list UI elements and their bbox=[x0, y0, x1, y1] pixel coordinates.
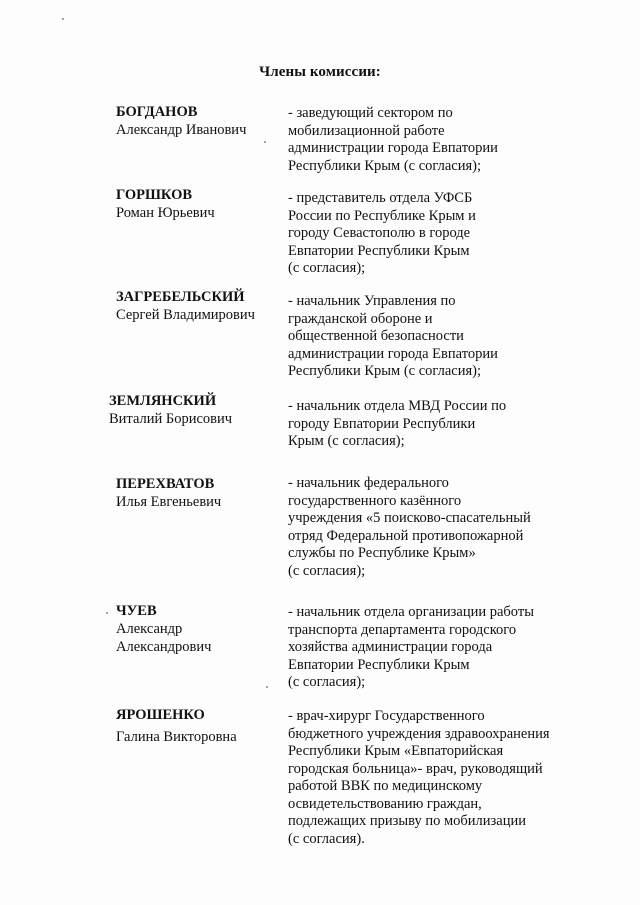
role-line: - начальник отдела МВД России по bbox=[288, 398, 507, 414]
role-line: Евпатории Республики Крым bbox=[288, 242, 470, 259]
member-surname: ЧУЕВ bbox=[116, 603, 157, 619]
role-line: транспорта департамента городского bbox=[288, 621, 517, 638]
role-line: мобилизационной работе bbox=[288, 122, 445, 139]
role-line: - начальник Управления по bbox=[288, 293, 456, 309]
member-surname: ГОРШКОВ bbox=[116, 187, 193, 203]
role-line: городская больница»- врач, руководящий bbox=[288, 760, 543, 777]
role-line: службы по Республике Крым» bbox=[288, 545, 476, 561]
role-line: Крым (с согласия); bbox=[288, 433, 405, 449]
role-line: отряд Федеральной противопожарной bbox=[288, 527, 524, 544]
role-line: Республики Крым «Евпаторийская bbox=[288, 743, 504, 759]
member-surname: ЯРОШЕНКО bbox=[116, 707, 205, 723]
role-line: - начальник отдела организации работы bbox=[288, 604, 534, 620]
role-line: администрации города Евпатории bbox=[288, 140, 498, 156]
member-given-name: Александр bbox=[116, 621, 183, 637]
role-line: Республики Крым (с согласия); bbox=[288, 363, 482, 379]
member-name bbox=[116, 706, 286, 746]
role-line: освидетельствованию граждан, bbox=[288, 795, 482, 812]
member-given-name: Илья Евгеньевич bbox=[116, 494, 222, 510]
member-role bbox=[288, 398, 578, 451]
role-line: - заведующий сектором по bbox=[288, 105, 453, 121]
member-surname: ЗАГРЕБЕЛЬСКИЙ bbox=[116, 289, 245, 305]
member-given-name: Роман Юрьевич bbox=[116, 205, 215, 221]
role-line: работой ВВК по медицинскому bbox=[288, 778, 483, 794]
member-role bbox=[288, 708, 578, 848]
role-line: России по Республике Крым и bbox=[288, 207, 476, 224]
member-name bbox=[116, 288, 286, 324]
role-line: (с согласия); bbox=[288, 674, 366, 690]
role-line: - начальник федерального bbox=[288, 475, 449, 491]
role-line: бюджетного учреждения здравоохранения bbox=[288, 725, 550, 742]
role-line: (с согласия); bbox=[288, 562, 366, 579]
role-line: учреждения «5 поисково-спасательный bbox=[288, 510, 531, 526]
role-line: городу Севастополю в городе bbox=[288, 225, 471, 241]
member-name bbox=[116, 602, 286, 656]
role-line: хозяйства администрации города bbox=[288, 639, 493, 655]
member-role bbox=[288, 475, 578, 580]
role-line: (с согласия). bbox=[288, 830, 365, 847]
member-name bbox=[116, 475, 286, 511]
member-given-name: Александр Иванович bbox=[116, 122, 247, 138]
member-given-name: Галина Викторовна bbox=[116, 729, 237, 745]
member-surname: ЗЕМЛЯНСКИЙ bbox=[109, 393, 217, 409]
member-surname: БОГДАНОВ bbox=[116, 104, 198, 120]
scan-speck bbox=[62, 18, 64, 20]
role-line: гражданской обороне и bbox=[288, 310, 433, 327]
scan-speck bbox=[266, 686, 268, 688]
member-role bbox=[288, 604, 578, 692]
section-heading: Члены комиссии: bbox=[259, 64, 381, 80]
role-line: подлежащих призыву по мобилизации bbox=[288, 813, 526, 829]
role-line: (с согласия); bbox=[288, 260, 366, 276]
member-given-name: Виталий Борисович bbox=[109, 411, 233, 427]
member-role bbox=[288, 190, 578, 278]
scan-speck bbox=[264, 141, 266, 143]
role-line: общественной безопасности bbox=[288, 328, 464, 344]
member-role bbox=[288, 293, 578, 381]
member-surname: ПЕРЕХВАТОВ bbox=[116, 476, 215, 492]
role-line: администрации города Евпатории bbox=[288, 345, 498, 362]
role-line: Республики Крым (с согласия); bbox=[288, 157, 482, 174]
member-name bbox=[116, 186, 286, 222]
scan-speck bbox=[106, 612, 108, 614]
member-role bbox=[288, 105, 578, 175]
role-line: - представитель отдела УФСБ bbox=[288, 190, 473, 206]
member-name bbox=[116, 103, 286, 139]
role-line: государственного казённого bbox=[288, 492, 462, 509]
role-line: - врач-хирург Государственного bbox=[288, 708, 485, 724]
role-line: Евпатории Республики Крым bbox=[288, 656, 470, 673]
role-line: городу Евпатории Республики bbox=[288, 415, 476, 432]
member-given-name: Сергей Владимирович bbox=[116, 307, 255, 323]
member-name bbox=[109, 392, 279, 428]
member-given-name: Александрович bbox=[116, 639, 212, 655]
